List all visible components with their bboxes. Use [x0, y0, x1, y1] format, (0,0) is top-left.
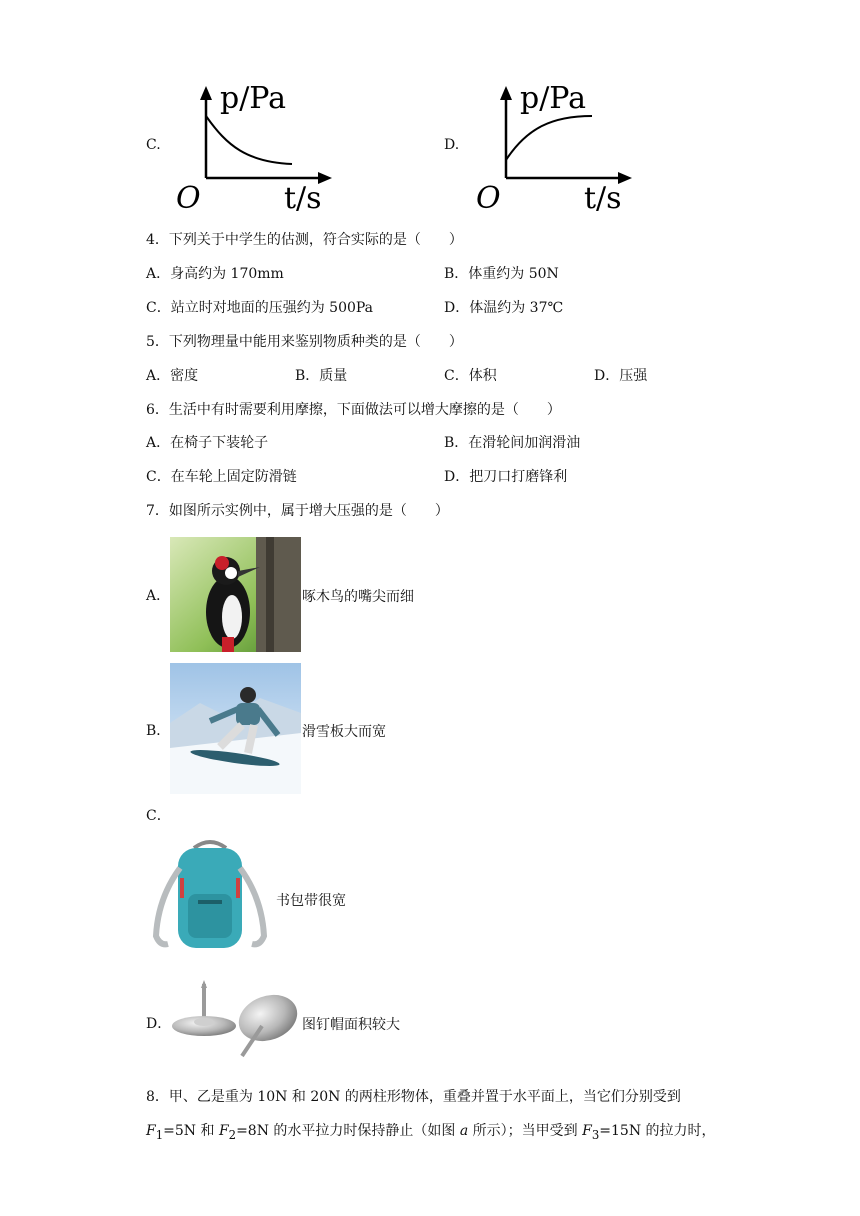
q5-stem: 5．下列物理量中能用来鉴别物质种类的是（ ）: [146, 334, 463, 350]
q8-line2: [146, 1121, 716, 1145]
q7-option-b-caption: 滑雪板大而宽: [302, 724, 386, 740]
q8-text-end: =15N 的拉力时，: [599, 1123, 716, 1139]
x-axis-label: t/s: [584, 181, 622, 213]
y-axis-label: p/Pa: [520, 81, 587, 116]
q5-option-d: D．压强: [594, 368, 648, 384]
q7-option-a-letter: A．: [146, 588, 171, 604]
force-f3: F: [582, 1123, 592, 1139]
woodpecker-image: [170, 537, 301, 652]
option-c-letter: C.: [146, 137, 161, 153]
q7-stem: 7．如图所示实例中，属于增大压强的是（ ）: [146, 503, 449, 519]
x-axis-label: t/s: [284, 181, 322, 213]
q5-option-c: C．体积: [444, 368, 497, 384]
q6-stem: 6．生活中有时需要利用摩擦，下面做法可以增大摩擦的是（ ）: [146, 402, 561, 418]
origin-label: O: [176, 181, 201, 213]
force-f3-subscript: 3: [591, 1127, 600, 1142]
q7-option-b-letter: B．: [146, 723, 171, 739]
q4-option-c: C．站立时对地面的压强约为 500Pa: [146, 300, 374, 316]
thumbtack-image: [170, 978, 300, 1060]
graph-d: [472, 78, 642, 213]
figure-a-ref: a: [459, 1123, 469, 1139]
q7-option-c-caption: 书包带很宽: [276, 893, 346, 909]
q7-option-a-caption: 啄木鸟的嘴尖而细: [302, 589, 414, 605]
q6-option-a: A．在椅子下装轮子: [146, 435, 269, 451]
q5-option-a: A．密度: [146, 368, 199, 384]
q4-option-d: D．体温约为 37℃: [444, 300, 564, 316]
q6-option-c: C．在车轮上固定防滑链: [146, 469, 297, 485]
q8-text-eq1: =5N 和: [163, 1123, 219, 1139]
origin-label: O: [476, 181, 501, 213]
force-f2: F: [218, 1123, 229, 1139]
q8-text-mid: 所示）；当甲受到: [468, 1123, 583, 1139]
q7-option-d-caption: 图钉帽面积较大: [302, 1017, 400, 1033]
option-d-letter: D.: [444, 137, 460, 153]
q4-option-b: B．体重约为 50N: [444, 266, 559, 282]
force-f1-subscript: 1: [155, 1127, 164, 1142]
pressure-curve-increasing: [506, 116, 592, 160]
q7-option-c-letter: C．: [146, 808, 171, 824]
snowboarder-image: [170, 663, 301, 794]
force-f2-subscript: 2: [228, 1127, 237, 1142]
q8-line1: 8．甲、乙是重为 10N 和 20N 的两柱形物体，重叠并置于水平面上，当它们分别受到: [146, 1089, 681, 1105]
force-f1: F: [146, 1123, 156, 1139]
q5-option-b: B．质量: [295, 368, 348, 384]
q6-option-b: B．在滑轮间加润滑油: [444, 435, 581, 451]
backpack-image: [150, 838, 270, 956]
graph-c: [172, 78, 342, 213]
q7-option-d-letter: D．: [146, 1016, 172, 1032]
q8-text-eq2: =8N 的水平拉力时保持静止（如图: [236, 1123, 460, 1139]
q4-stem: 4．下列关于中学生的估测，符合实际的是（ ）: [146, 232, 463, 248]
y-arrow-icon: [200, 86, 212, 100]
q4-option-a: A．身高约为 170mm: [146, 266, 284, 282]
pressure-curve-decreasing: [206, 116, 292, 164]
y-axis-label: p/Pa: [220, 81, 287, 116]
q6-option-d: D．把刀口打磨锋利: [444, 469, 568, 485]
y-arrow-icon: [500, 86, 512, 100]
